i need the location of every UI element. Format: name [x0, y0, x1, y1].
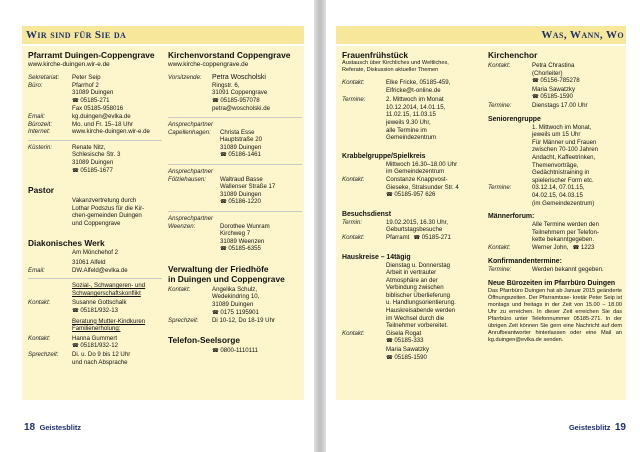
krabbel-title: Krabbelgruppe/Spielkreis	[342, 152, 426, 160]
buero-row	[28, 82, 162, 113]
krabbel-kontakt-line: Gieseke, Stralsunder Str. 4	[386, 183, 459, 191]
diakonie-kontakt1	[72, 299, 127, 315]
right-footer-name: Geistesblitz	[568, 423, 611, 432]
besuch-termin	[386, 219, 448, 234]
diakonie-link2-line[interactable]: Beratung Mutter-Kindkuren	[72, 317, 146, 325]
diakonie-kontakt2-phone: ☎ 05181/932-12	[72, 342, 118, 351]
diakonie-kontakt1-row	[28, 299, 162, 315]
hauskreise-line: Arbeit in vertrauter	[386, 269, 437, 277]
senioren-title: Seniorengruppe	[488, 115, 541, 123]
divider	[168, 164, 302, 165]
maenner-line: Teilnehmern per Telefon-	[532, 228, 599, 236]
ansprech1-info	[220, 129, 262, 160]
besuch-kontakt-row	[342, 234, 482, 243]
konfi-termine-value: Werden bekannt gegeben.	[532, 266, 604, 274]
diakonie-kontakt2-label: Kontakt:	[28, 334, 51, 342]
chor-kontakt-label: Kontakt:	[488, 62, 511, 69]
left-page-number: 18	[24, 422, 36, 433]
frauen-desc-line: Referate, Diskussion aktueller Themen	[342, 67, 439, 73]
friedhoefe-sprech-row	[168, 317, 302, 325]
hauskreise-kontakt-row	[342, 330, 482, 362]
vorsitzende-email[interactable]: petra@woscholski.de	[212, 105, 271, 113]
right-page-header: Was, Wann, Wo	[336, 26, 626, 44]
friedhoefe-line: 31089 Duingen	[212, 301, 254, 309]
kuesterin-label: Küsterin:	[28, 143, 53, 151]
maenner-line: Alle Termine werden den	[532, 221, 599, 229]
frauen-termine-line: jeweils 9.30 Uhr,	[386, 118, 431, 126]
frauen-kontakt-label: Kontakt:	[342, 79, 365, 86]
ansprech1-line: 31089 Duingen	[220, 143, 262, 151]
senioren-line: spielerischer Form etc.	[532, 176, 594, 184]
ansprech1-label: Capellenhagen:	[168, 128, 211, 136]
maenner-title: Männerforum:	[488, 213, 535, 221]
frauen-kontakt-row	[342, 79, 482, 94]
senioren-line: Themenvorträge,	[532, 161, 579, 169]
maenner-kontakt-value: Werner John,	[532, 243, 569, 251]
buero-line: Pfarrhof 2	[72, 81, 99, 89]
frauen-termine-label: Termine:	[342, 96, 366, 104]
krabbel-line: im Gemeindezentrum	[386, 168, 445, 176]
ansprech3-line: Dorothee Wunram	[220, 222, 270, 230]
left-content-box	[22, 46, 304, 400]
senioren-line: jeweils um 15 Uhr	[532, 131, 581, 139]
hauskreise-title: Hauskreise – 14tägig	[342, 253, 411, 261]
krabbel-kontakt-line: Constanze Knappvost-	[386, 175, 448, 183]
diakonie-sprech-label: Sprechzeit:	[28, 351, 59, 359]
buero-news-title: Neue Bürozeiten im Pfarrbüro Duingen	[488, 280, 616, 288]
chor-phone: ☎ 05156-785278	[532, 77, 580, 86]
ansprech3-info	[220, 223, 270, 254]
chor-termine-row	[488, 102, 622, 110]
frauen-desc-line: Austausch über Kirchliches und Weltliches,	[342, 60, 449, 66]
diakonie-email-label: Email:	[28, 266, 45, 274]
diakonie-link1-line[interactable]: Sozial-, Schwangeren- und	[72, 282, 146, 290]
buero-address	[72, 82, 123, 113]
kuesterin-row	[28, 144, 162, 175]
vorsitzende-phone: ☎ 05185-957078	[212, 97, 270, 106]
friedhoefe-sprech-value: Di 10-12, Do 18-19 Uhr	[212, 317, 275, 325]
left-column-2	[168, 50, 302, 355]
friedhoefe-kontakt-row	[168, 286, 302, 317]
pfarramt-title: Pfarramt Duingen-Coppengrave	[28, 50, 155, 60]
friedhoefe-kontakt	[212, 286, 259, 317]
pfarramt-url[interactable]: www.kirche-duingen.wir-e.de	[28, 61, 110, 68]
konfi-termine-label: Termine:	[488, 266, 512, 274]
sekretariat-value: Peter Seip	[72, 74, 101, 81]
chor-title: Kirchenchor	[488, 50, 538, 60]
kuesterin-phone: ☎ 05185-1677	[72, 167, 120, 176]
divider	[168, 211, 302, 212]
kuesterin-line: 31089 Duingen	[72, 158, 114, 166]
sekretariat-row	[28, 74, 162, 82]
chor-kontakt-line: (Chorleiter)	[532, 69, 563, 77]
right-page-number: 19	[614, 422, 626, 433]
email-value[interactable]: kg.duingen@evlka.de	[72, 112, 131, 120]
frauen-title: Frauenfrühstück	[342, 50, 409, 60]
right-content-box	[336, 46, 626, 400]
email-label: Email:	[28, 112, 45, 120]
buero-label: Büro:	[28, 81, 43, 89]
chor-kontakt-line: Maria Sawatzky	[532, 85, 576, 93]
diakonie-addr2: 31061 Alfeld	[72, 259, 106, 267]
hauskreise-line: Verbindung zwischen	[386, 284, 444, 292]
divider	[168, 117, 302, 118]
ansprech3-line: 31089 Weenzen	[220, 237, 265, 245]
krabbel-kontakt	[386, 176, 459, 200]
chor-termine-label: Termine:	[488, 101, 512, 109]
telefon-phone: ☎ 0800-1110111	[168, 347, 302, 356]
ansprech2-line: Wallenser Straße 17	[220, 183, 276, 191]
krabbel-info	[342, 161, 482, 176]
buerozeit-row	[28, 121, 162, 129]
hauskreise-line: biblischer Überlieferung	[386, 291, 451, 299]
diakonie-kontakt2-name: Hanna Gummert	[72, 334, 118, 342]
besuch-kontakt-label: Kontakt:	[342, 233, 365, 241]
ansprech2-line: 31089 Duingen	[220, 190, 262, 198]
diakonie-kontakt1-name: Susanne Gottschalk	[72, 299, 127, 307]
diakonie-sprech-row	[28, 351, 162, 366]
ansprech2-heading: Ansprechpartner	[168, 167, 214, 175]
ansprech1-line: Hauptstraße 20	[220, 136, 263, 144]
pastor-title: Pastor	[28, 185, 55, 196]
hauskreise-phone: ☎ 05185-333	[386, 337, 429, 346]
hauskreise-line: Dienstag u. Donnerstag	[386, 261, 451, 269]
besuch-termin-line: 19.02.2015, 16.30 Uhr,	[386, 218, 449, 226]
vorsitzende-label: Vorsitzende:	[168, 74, 202, 81]
frauen-termine-line: 11.02.15, 11.03.15	[386, 111, 436, 119]
diakonie-sprech-line: Di. u. Do 9 bis 12 Uhr	[72, 351, 131, 359]
kuesterin-line: Schlesische Str. 3	[72, 151, 121, 159]
ansprech3-phone: ☎ 05185-6355	[220, 245, 270, 254]
senioren-info	[488, 124, 622, 185]
hauskreise-line: Atmosphäre an der	[386, 276, 438, 284]
vorsitzende-line: 31091 Coppengrave	[212, 89, 268, 97]
right-column-2	[488, 50, 622, 344]
hauskreise-info	[342, 262, 482, 330]
left-column-1	[28, 50, 162, 366]
senioren-termine-line: 03.12.14, 07.01.15,	[532, 184, 585, 192]
diakonie-kontakt2	[72, 335, 118, 351]
senioren-termine-line: 04.02.15, 04.03.15	[532, 191, 583, 199]
ansprech1-row	[168, 129, 302, 160]
krabbel-kontakt-label: Kontakt:	[342, 175, 365, 183]
friedhoefe-title-line: Verwaltung der Friedhöfe	[168, 263, 269, 274]
senioren-line: Gedächtnistraining in	[532, 169, 590, 177]
senioren-line: 1. Mittwoch im Monat,	[532, 123, 592, 131]
senioren-termine	[532, 184, 594, 207]
maenner-line: kette bekanntgegeben.	[532, 236, 595, 244]
ansprech1-heading: Ansprechpartner	[168, 120, 214, 128]
right-page	[326, 0, 640, 452]
pastor-line: Vakanzvertretung durch	[72, 197, 137, 205]
internet-value[interactable]: www.kirche-duingen.wir-e.de	[72, 128, 150, 136]
kirchenvorstand-url[interactable]: www.kirche-coppengrave.de	[168, 61, 249, 68]
hauskreise-kontakt-line: Gisela Rogat	[386, 329, 422, 337]
pastor-line: chen-gemeinden Duingen	[72, 212, 142, 220]
kuesterin-address	[72, 144, 120, 175]
left-page-header: Wir sind für Sie da	[22, 26, 304, 44]
ansprech1-line: Christa Esse	[220, 128, 255, 136]
senioren-termine-line: (im Gemeindezentrum)	[532, 199, 595, 207]
ansprech3-heading: Ansprechpartner	[168, 214, 214, 222]
telefon-title: Telefon-Seelsorge	[168, 334, 240, 345]
frauen-termine-line: 10.12.2014, 14.01.15,	[386, 103, 446, 111]
friedhoefe-kontakt-label: Kontakt:	[168, 285, 191, 293]
vorsitzende-info	[212, 74, 270, 113]
chor-kontakt	[532, 62, 580, 102]
chor-kontakt-row	[488, 62, 622, 102]
hauskreise-phone: ☎ 05185-1590	[386, 354, 429, 363]
senioren-line: zwischen 70-100 Jahren	[532, 146, 599, 154]
hauskreise-kontakt	[386, 330, 429, 362]
ansprech3-line: Kirchweg 7	[220, 230, 251, 238]
diakonie-link2[interactable]	[28, 318, 162, 333]
divider	[28, 140, 162, 141]
hauskreise-kontakt-label: Kontakt:	[342, 329, 365, 337]
friedhoefe-title	[168, 264, 302, 284]
diakonie-kontakt1-label: Kontakt:	[28, 299, 51, 307]
maenner-info	[488, 221, 622, 244]
krabbel-line: Mittwoch 16.30–18.00 Uhr	[386, 160, 458, 168]
diakonie-link1-line[interactable]: Schwangerschaftskonflikt	[72, 289, 141, 297]
diakonie-sprech-line: und nach Absprache	[72, 358, 128, 366]
hauskreise-line: Hauskreisabende werden	[386, 307, 456, 315]
diakonie-addr1: Am Mönchehof 2	[72, 248, 119, 256]
diakonie-title: Diakonisches Werk	[28, 237, 105, 248]
chor-termine-value: Dienstags 17.00 Uhr	[532, 101, 588, 109]
chor-phone: ☎ 05185-1590	[532, 93, 580, 102]
krabbel-phone: ☎ 05185-957 626	[386, 191, 459, 200]
chor-kontakt-line: Petra Chrastina	[532, 62, 575, 69]
diakonie-link2-line[interactable]: Familienerholung:	[72, 325, 121, 333]
friedhoefe-sprech-label: Sprechzeit:	[168, 317, 199, 325]
senioren-line: Andacht, Kaffeetrinken,	[532, 153, 596, 161]
maenner-kontakt-row	[488, 244, 622, 253]
friedhoefe-line: Angelika Schulz,	[212, 285, 258, 293]
left-footer-name: Geistesblitz	[39, 423, 82, 432]
buerozeit-label: Bürozeit:	[28, 120, 53, 128]
pastor-line: und Coppengrave	[72, 219, 121, 227]
ansprech3-label: Weenzen:	[168, 222, 196, 230]
ansprech1-phone: ☎ 05186-1461	[220, 151, 262, 160]
buero-line: 31089 Duingen	[72, 89, 114, 97]
left-page	[0, 0, 314, 452]
maenner-kontakt-phone: ☎ 1223	[572, 244, 594, 253]
friedhoefe-title-line: in Duingen und Coppengrave	[168, 273, 285, 284]
ansprech2-line: Waltraud Basse	[220, 175, 263, 183]
buerozeit-value: Mo. und Fr. 15–18 Uhr	[72, 120, 133, 128]
kirchenvorstand-title: Kirchenvorstand Coppengrave	[168, 50, 291, 60]
hauskreise-kontakt-line: Maria Sawatzky	[386, 346, 430, 354]
konfi-termine-row	[488, 266, 622, 274]
pastor-line: Lothar Podszus für die Kir-	[72, 204, 145, 212]
ansprech2-label: Fölziehausen:	[168, 175, 206, 183]
buero-fax: Fax 05185-958016	[72, 105, 124, 113]
buero-news-text: Das Pfarrbüro Duingen hat ab Januar 2015 geänderte Öffnungszeiten. Der Pfarramtsse- kretär Peter Seip ist montags und freitags in der Zeit von 15.00 – 18.00 Uhr zu erreichen. In dieser Zeit erreichen Sie das Pfarrbüro unter Telefonnummer 05185-271. In der übrigen Zeit können Sie gern eine Nachricht auf dem Anrufbeantworter hinterlassen oder eine Mail an kg.duingen@evlka.de senden.	[488, 288, 622, 344]
frauen-termine-line: Gemeindezentrum	[386, 134, 437, 142]
frauen-termine-row	[342, 96, 482, 142]
vorsitzende-name: Petra Woscholski	[212, 74, 266, 81]
hauskreise-line: u. Handlungsorientierung.	[386, 299, 456, 307]
diakonie-sprech	[72, 351, 130, 366]
diakonie-email-row	[28, 267, 162, 275]
ansprech2-row	[168, 176, 302, 207]
vorsitzende-row	[168, 74, 302, 113]
sekretariat-label: Sekretariat:	[28, 74, 60, 81]
diakonie-address	[28, 249, 162, 267]
frauen-termine	[386, 96, 445, 142]
besuch-kontakt-phone: ☎ 05185-271	[413, 234, 451, 243]
right-column-1	[342, 50, 482, 362]
right-footer	[569, 417, 626, 435]
friedhoefe-line: Wedekindring 10,	[212, 293, 260, 301]
left-footer	[24, 417, 81, 435]
senioren-termine-label: Termine:	[488, 184, 512, 192]
ansprech3-row	[168, 223, 302, 254]
vorsitzende-line: Ringstr. 6,	[212, 81, 240, 89]
frauen-termine-line: 2. Mittwoch im Monat	[386, 96, 444, 104]
konfi-title: Konfirmandentermine:	[488, 258, 562, 266]
pastor-text	[28, 197, 162, 227]
email-row	[28, 113, 162, 121]
besuch-termin-label: Termin:	[342, 218, 363, 226]
diakonie-email-value[interactable]: DW.Alfeld@evlka.de	[72, 266, 128, 274]
ansprech2-phone: ☎ 05186-1220	[220, 198, 275, 207]
diakonie-link1[interactable]	[28, 282, 162, 297]
diakonie-kontakt2-row	[28, 335, 162, 351]
ansprech2-info	[220, 176, 275, 207]
frauen-desc	[342, 60, 482, 74]
senioren-line: Für Männer und Frauen	[532, 138, 597, 146]
besuch-kontakt-value: Pfarramt	[386, 233, 410, 241]
frauen-kontakt-line: Elke Fricke, 05185-459,	[386, 79, 451, 86]
friedhoefe-phone: ☎ 0175 1195901	[212, 309, 259, 318]
besuch-termin-line: Geburtstagsbesuche	[386, 226, 443, 234]
hauskreise-line: im Wechsel durch die	[386, 314, 445, 322]
frauen-kontakt	[386, 79, 450, 94]
senioren-termine-row	[488, 184, 622, 207]
hauskreise-line: Teilnehmer vorbereitet.	[386, 322, 448, 330]
maenner-kontakt-label: Kontakt:	[488, 243, 511, 251]
buero-phone: ☎ 05185-271	[72, 97, 123, 106]
divider	[28, 278, 162, 279]
kuesterin-line: Renate Nitz,	[72, 143, 106, 151]
internet-row	[28, 128, 162, 136]
besuch-termin-row	[342, 219, 482, 234]
krabbel-kontakt-row	[342, 176, 482, 200]
besuch-title: Besuchsdienst	[342, 210, 392, 218]
frauen-kontakt-email[interactable]: Elfricke@t-online.de	[386, 86, 441, 94]
frauen-termine-line: alle Termine im	[386, 126, 427, 134]
internet-label: Internet:	[28, 128, 51, 136]
diakonie-kontakt1-phone: ☎ 05181/932-13	[72, 307, 127, 316]
